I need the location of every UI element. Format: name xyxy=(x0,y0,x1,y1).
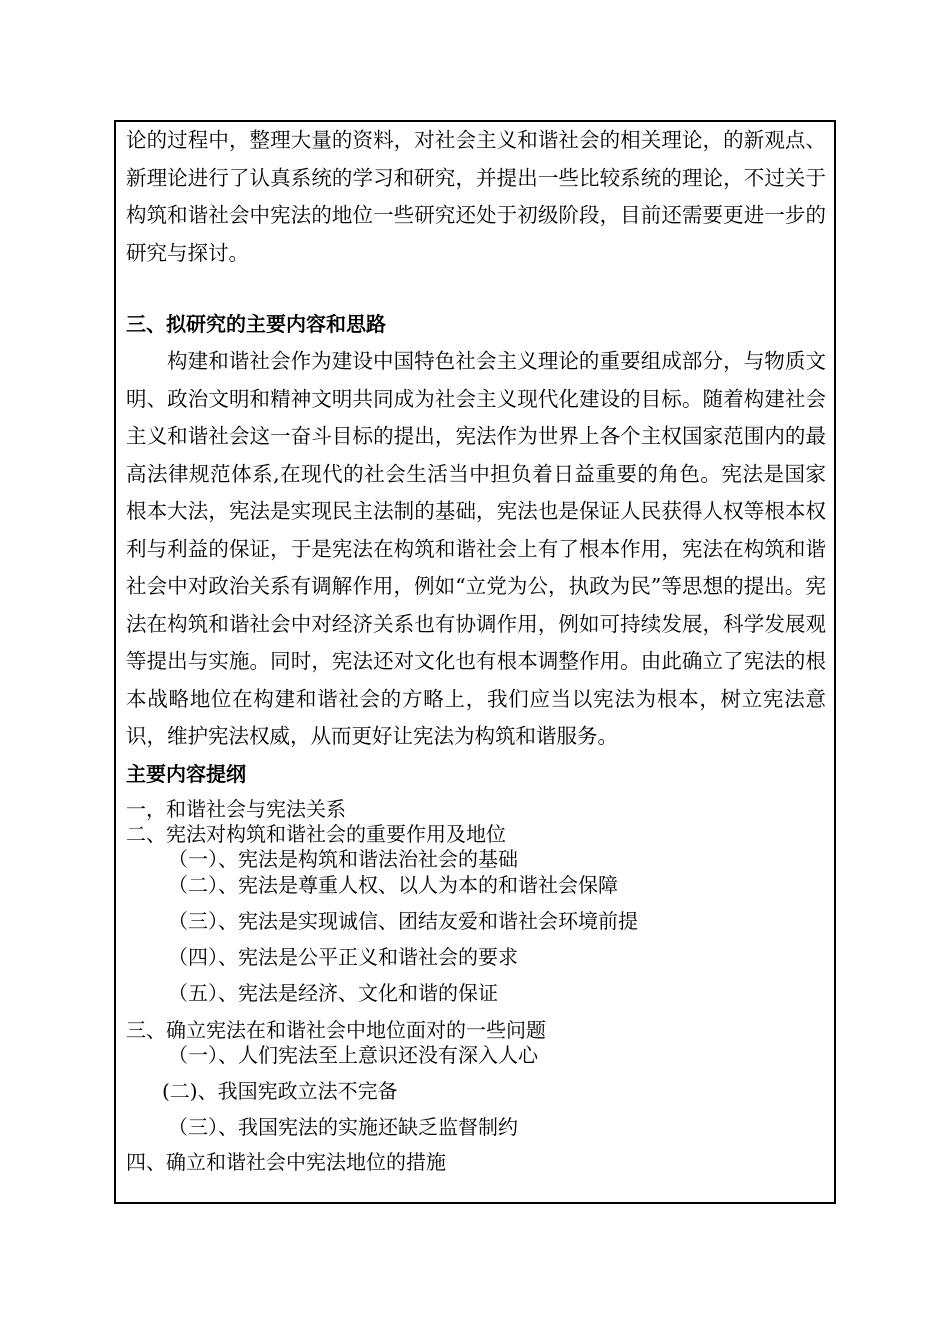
outline-item-4: 四、确立和谐社会中宪法地位的措施 xyxy=(126,1149,446,1174)
outline-item-1: 一，和谐社会与宪法关系 xyxy=(126,796,346,821)
outline-item-3-3: （三）、我国宪法的实施还缺乏监督制约 xyxy=(168,1114,518,1139)
cell-content xyxy=(126,122,826,1179)
section3-heading: 三、拟研究的主要内容和思路 xyxy=(126,312,386,336)
outline-item-2-1: （一）、宪法是构筑和谐法治社会的基础 xyxy=(168,846,518,871)
spacer xyxy=(126,272,826,306)
outline-item-2-4: （四）、宪法是公平正义和谐社会的要求 xyxy=(168,944,518,969)
outline-list xyxy=(126,797,826,1179)
outline-heading: 主要内容提纲 xyxy=(126,761,246,786)
outline-item-2-2: （二）、宪法是尊重人权、以人为本的和谐社会保障 xyxy=(168,872,618,897)
outline-item-3: 三、确立宪法在和谐社会中地位面对的一些问题 xyxy=(126,1017,546,1042)
outline-item-2-3: （三）、宪法是实现诚信、团结友爱和谐社会环境前提 xyxy=(168,908,638,933)
outline-item-3-1: （一）、人们宪法至上意识还没有深入人心 xyxy=(168,1042,538,1067)
section3-paragraph: 构建和谐社会作为建设中国特色社会主义理论的重要组成部分，与物质文明、政治文明和精神文明共同成为社会主义现代化建设的目标。随着构建社会主义和谐社会这一奋斗目标的提出，宪法作为世界上各个主权国家范围内的最高法律规范体系,在现代的社会生活当中担负着日益重要的角色。宪法是国家根本大法，宪法是实现民主法制的基础，宪法也是保证人民获得人权等根本权利与利益的保证，于是宪法在构筑和谐社会上有了根本作用，宪法在构筑和谐社会中对政治关系有调解作用，例如“立党为公，执政为民”等思想的提出。宪法在构筑和谐社会中对经济关系也有协调作用，例如可持续发展，科学发展观等提出与实施。同时，宪法还对文化也有根本调整作用。由此确立了宪法的根本战略地位在构建和谐社会的方略上，我们应当以宪法为根本，树立宪法意识，维护宪法权威，从而更好让宪法为构筑和谐服务。 xyxy=(126,349,826,748)
intro-paragraph: 论的过程中，整理大量的资料，对社会主义和谐社会的相关理论，的新观点、新理论进行了认真系统的学习和研究，并提出一些比较系统的理论，不过关于构筑和谐社会中宪法的地位一些研究还处于初级阶段，目前还需要更进一步的研究与探讨。 xyxy=(126,128,826,265)
outline-item-3-2: (二)、我国宪政立法不完备 xyxy=(162,1078,398,1103)
table-cell-frame xyxy=(114,120,836,1204)
outline-item-2: 二、宪法对构筑和谐社会的重要作用及地位 xyxy=(126,821,506,846)
outline-item-2-5: （五）、宪法是经济、文化和谐的保证 xyxy=(168,980,498,1005)
